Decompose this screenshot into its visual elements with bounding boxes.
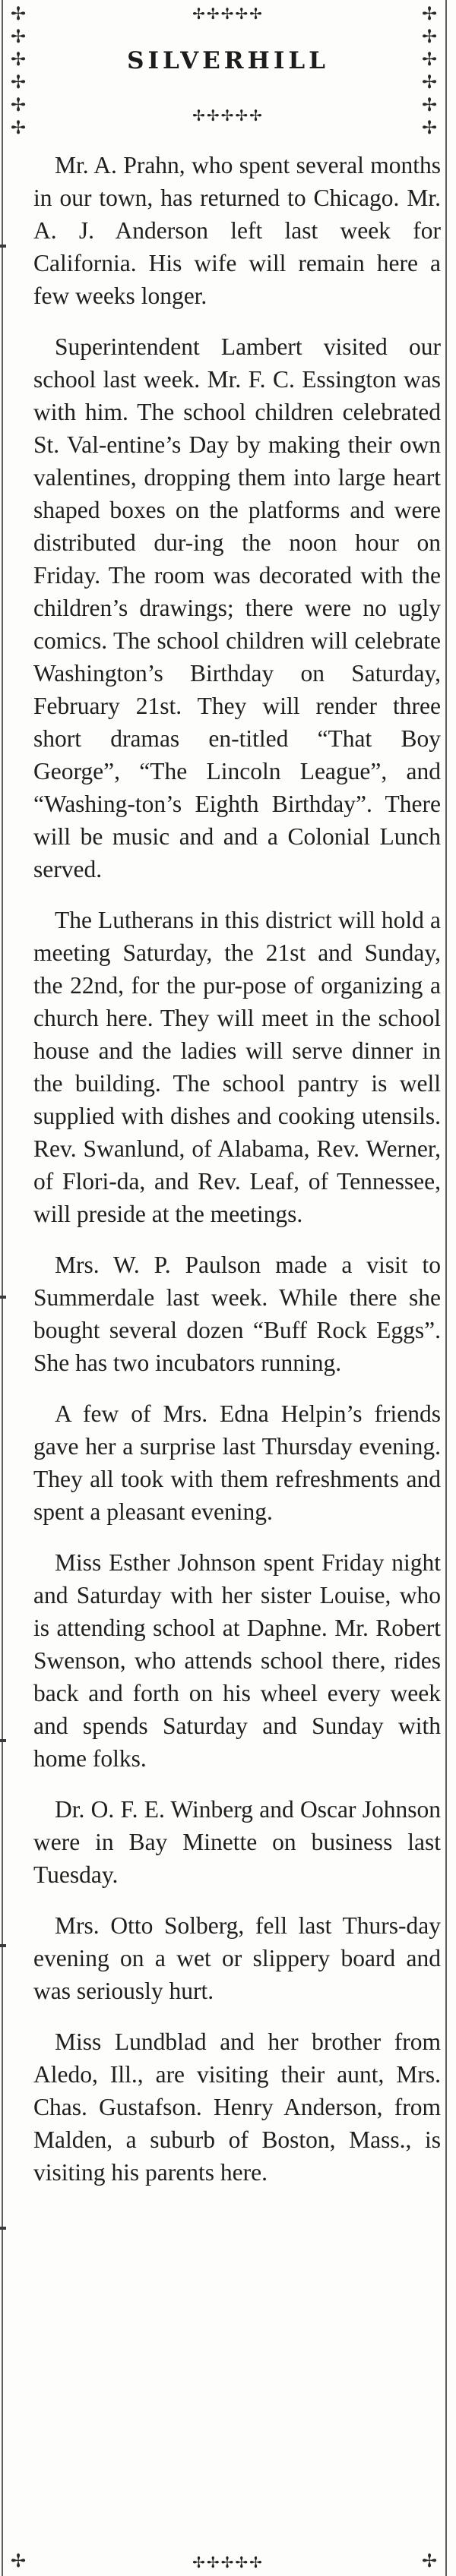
border-cross-ornament: ✢ — [11, 71, 27, 93]
margin-tick-mark — [0, 1739, 6, 1742]
article-heading: SILVERHILL — [127, 47, 329, 74]
border-cross-ornament: ✢ — [11, 117, 27, 138]
paragraph-lundblad-visit: Miss Lundblad and her brother from Aledo, Ill., are visiting their aunt, Mrs. Chas. Gustafson. Henry Anderson, from Malden, a suburb of Boston, Mass., is visiting his parents here. — [33, 2028, 441, 2186]
border-cross-ornament: ✢ — [422, 117, 438, 138]
left-column-rule — [2, 0, 3, 2576]
border-cross-ornament: ✢ — [11, 49, 27, 70]
border-cross-ornament: ✢ — [11, 2550, 27, 2571]
margin-tick-mark — [0, 245, 6, 248]
paragraph-winberg-bay-minette: Dr. O. F. E. Winberg and Oscar Johnson were in Bay Minette on business last Tuesday. — [33, 1796, 441, 1888]
paragraph-prahn-anderson: Mr. A. Prahn, who spent several months in our town, has returned to Chicago. Mr. A. J. Anderson left last week for California. His wife will remain here a few weeks longer. — [33, 152, 441, 309]
margin-tick-mark — [0, 2227, 6, 2230]
margin-tick-mark — [0, 1296, 6, 1299]
border-cross-ornament: ✢ — [422, 49, 438, 70]
border-cross-ornament: ✢ — [422, 94, 438, 115]
paragraph-school-valentines: Superintendent Lambert visited our school last week. Mr. F. C. Essington was with him. The school children celebrated St. Val-entine’s Day by making their own valentines, dropping them into large heart shaped boxes on the platforms and were distributed dur-ing the noon hour on Friday. The room was decorated with the children’s drawings; there were no ugly comics. The school children will celebrate Washington’s Birthday on Saturday, February 21st. They will render three short dramas en-titled “That Boy George”, “The Lincoln League”, and “Washing-ton’s Eighth Birthday”. There will be music and and a Colonial Lunch served. — [33, 333, 441, 882]
border-cross-ornament: ✢ — [11, 94, 27, 115]
article-body — [33, 149, 441, 2207]
right-column-rule — [445, 0, 447, 2576]
border-cross-ornament: ✢ — [422, 3, 438, 24]
border-cross-ornament: ✢ — [11, 26, 27, 47]
bottom-ornament-row: ✢✢✢✢✢ — [192, 2553, 264, 2571]
border-cross-ornament: ✢ — [422, 71, 438, 93]
margin-tick-mark — [0, 1944, 6, 1947]
top-ornament-row: ✢✢✢✢✢ — [192, 5, 264, 23]
paragraph-helpin-surprise: A few of Mrs. Edna Helpin’s friends gave her a surprise last Thursday evening. They all took with them refreshments and spent a pleasant evening. — [33, 1400, 441, 1525]
heading-ornament-row: ✢✢✢✢✢ — [192, 106, 264, 125]
paragraph-lutheran-meeting: The Lutherans in this district will hold a meeting Saturday, the 21st and Sunday, the 22nd, for the pur-pose of organizing a church here. They will meet in the school house and the ladies will serve dinner in the building. The school pantry is well supplied with dishes and cooking utensils. Rev. Swanlund, of Alabama, Rev. Werner, of Flori-da, and Rev. Leaf, of Tennessee, will preside at the meetings. — [33, 907, 441, 1227]
paragraph-paulson-visit: Mrs. W. P. Paulson made a visit to Summerdale last week. While there she bought several dozen “Buff Rock Eggs”. She has two incubators running. — [33, 1252, 441, 1376]
paragraph-solberg-fall: Mrs. Otto Solberg, fell last Thurs-day evening on a wet or slippery board and was seriously hurt. — [33, 1912, 441, 2004]
paragraph-johnson-daphne: Miss Esther Johnson spent Friday night and Saturday with her sister Louise, who is attending school at Daphne. Mr. Robert Swenson, who attends school there, rides back and forth on his wheel every week and spends Saturday and Sunday with home folks. — [33, 1549, 441, 1772]
border-cross-ornament: ✢ — [422, 2550, 438, 2571]
border-cross-ornament: ✢ — [11, 3, 27, 24]
border-cross-ornament: ✢ — [422, 26, 438, 47]
